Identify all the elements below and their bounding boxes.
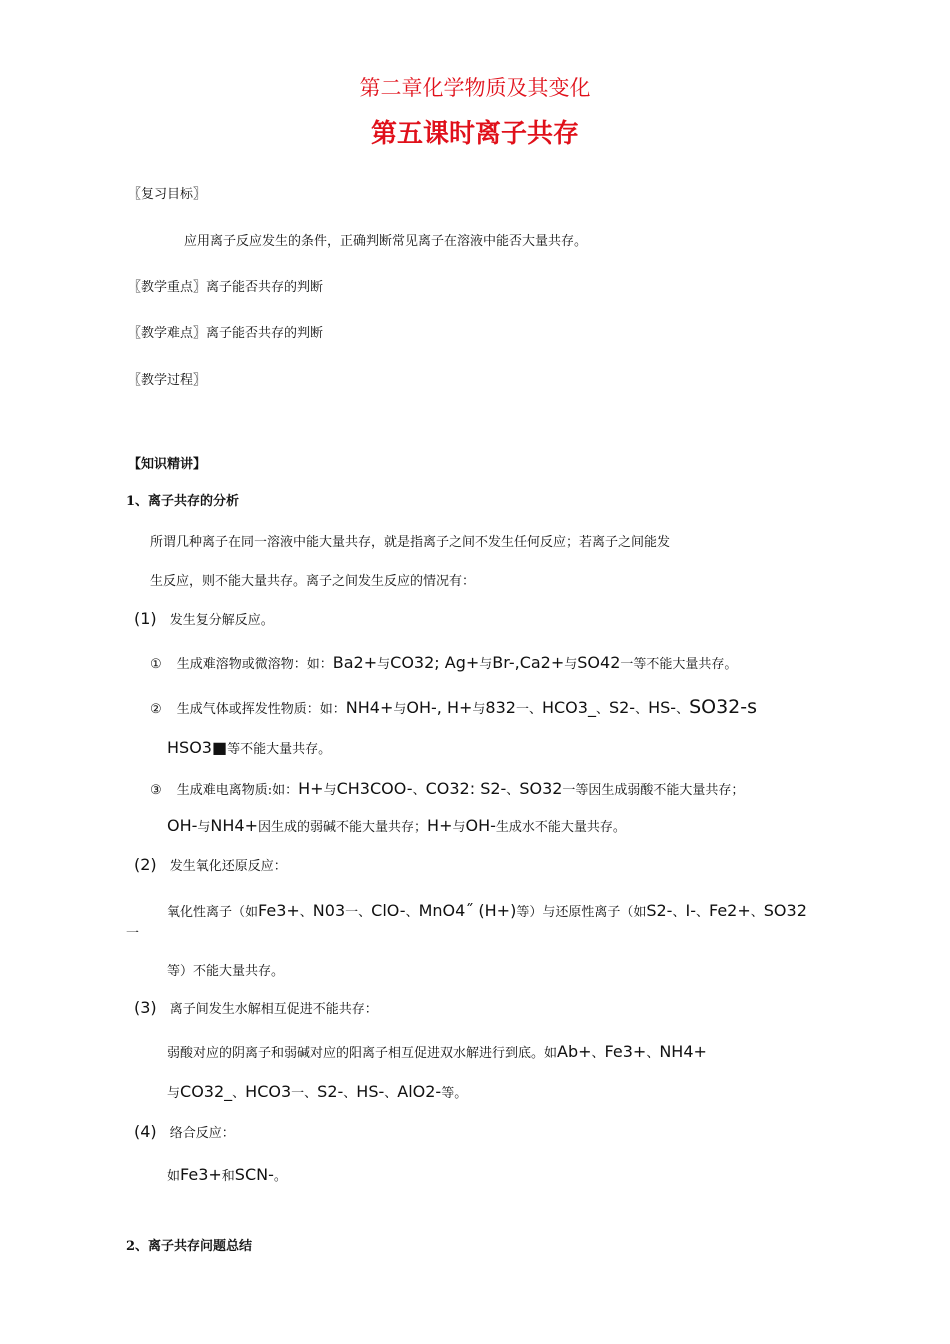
sub3-pre: 生成难电离物质:如： — [176, 783, 299, 798]
formula: Fe2+ — [708, 901, 751, 920]
item1-sub3 — [150, 779, 744, 798]
formula: H+ — [427, 816, 453, 835]
text: 、 — [506, 783, 520, 798]
text: 与 — [564, 657, 578, 672]
formula: SO42 — [577, 653, 621, 672]
text: 、 — [646, 1046, 660, 1061]
item2-line2: 等）不能大量共存。 — [167, 964, 285, 979]
text: 、 — [672, 905, 686, 920]
formula: S2- — [480, 779, 507, 798]
section2-heading: 2、离子共存问题总结 — [126, 1239, 253, 1254]
formula: Br-, — [492, 653, 520, 672]
review-label: 〖复习目标〗 — [128, 187, 207, 202]
sub1-pre: 生成难溶物或微溶物：如： — [176, 657, 333, 672]
formula: NH4+ — [210, 816, 259, 835]
item4-text: 络合反应： — [169, 1126, 235, 1141]
formula: Ca2+ — [519, 653, 565, 672]
item1-sub2 — [150, 696, 757, 718]
text: 、 — [232, 1086, 246, 1101]
item1-sub3-line2 — [167, 816, 626, 835]
formula: OH-, — [406, 698, 442, 717]
formula: (H+) — [478, 901, 517, 920]
formula: CO32; — [390, 653, 440, 672]
teaching-process: 〖教学过程〗 — [128, 373, 207, 388]
formula: SO32-s — [689, 696, 758, 718]
text: 、 — [343, 1086, 357, 1101]
formula: OH- — [465, 816, 496, 835]
text: 一、 — [345, 905, 372, 920]
text: 与 — [479, 657, 493, 672]
item2-text: 发生氧化还原反应： — [169, 859, 287, 874]
item3-number: (3) — [134, 998, 157, 1017]
text: 、 — [384, 1086, 398, 1101]
item4-number: (4) — [134, 1122, 157, 1141]
text: 如 — [167, 1169, 181, 1184]
formula: Fe3+ — [180, 1165, 222, 1184]
text: 与 — [452, 820, 466, 835]
item1-sub2-line2 — [167, 738, 331, 757]
text: 等。 — [441, 1086, 468, 1101]
formula: SO32 — [763, 901, 807, 920]
formula: S2- — [646, 901, 673, 920]
review-text: 应用离子反应发生的条件，正确判断常见离子在溶液中能否大量共存。 — [184, 234, 588, 249]
difficulty: 〖教学难点〗离子能否共存的判断 — [128, 326, 324, 341]
text: 。 — [273, 1169, 287, 1184]
formula: H+ — [446, 698, 473, 717]
formula: N03 — [312, 901, 346, 920]
formula: H+ — [298, 779, 324, 798]
text: 因生成的弱碱不能大量共存； — [258, 820, 428, 835]
text: 一等不能大量共存。 — [620, 657, 738, 672]
text: 与 — [323, 783, 337, 798]
sub2-marker: ② — [150, 702, 162, 717]
formula: I- — [685, 901, 696, 920]
sub1-marker: ① — [150, 657, 162, 672]
item4-line — [167, 1165, 287, 1184]
formula: HS- — [648, 698, 677, 717]
formula: CH3COO- — [336, 779, 413, 798]
key-point: 〖教学重点〗离子能否共存的判断 — [128, 280, 324, 295]
formula: MnO4˝ — [418, 901, 474, 920]
text: 与 — [377, 657, 391, 672]
text: 、 — [595, 702, 609, 717]
formula: HCO3 — [245, 1082, 292, 1101]
text: 、 — [676, 702, 690, 717]
text: 与 — [167, 1086, 181, 1101]
item4 — [134, 1122, 235, 1141]
formula: CO32: — [425, 779, 476, 798]
item2-wrap: 一 — [126, 926, 140, 941]
item3 — [134, 998, 378, 1017]
formula: HCO3_ — [541, 698, 596, 717]
item1-text: 发生复分解反应。 — [169, 613, 274, 628]
knowledge-label: 【知识精讲】 — [128, 457, 207, 472]
text: 与 — [472, 702, 486, 717]
text: 、 — [635, 702, 649, 717]
text: 、 — [405, 905, 419, 920]
item3-text: 离子间发生水解相互促进不能共存： — [169, 1002, 378, 1017]
formula: Fe3+ — [604, 1042, 647, 1061]
formula: Fe3+ — [258, 901, 300, 920]
text: 氧化性离子（如 — [167, 905, 259, 920]
formula: SO32 — [519, 779, 563, 798]
sub3-marker: ③ — [150, 783, 162, 798]
item1-sub1 — [150, 653, 737, 672]
formula: SCN- — [234, 1165, 274, 1184]
sub2-pre: 生成气体或挥发性物质：如： — [176, 702, 346, 717]
formula: S2- — [608, 698, 636, 717]
formula: HSO3■ — [167, 738, 228, 757]
text: 一、 — [291, 1086, 318, 1101]
text: 、 — [591, 1046, 605, 1061]
item2 — [134, 855, 287, 874]
text: 生成水不能大量共存。 — [495, 820, 626, 835]
text: 、 — [412, 783, 426, 798]
item3-line2 — [167, 1082, 467, 1101]
item2-line1 — [167, 901, 807, 920]
section1-intro-line1: 所谓几种离子在同一溶液中能大量共存，就是指离子之间不发生任何反应；若离子之间能发 — [150, 535, 671, 550]
formula: CO32_ — [180, 1082, 233, 1101]
section1-heading: 1、离子共存的分析 — [126, 494, 240, 509]
formula: 832 — [485, 698, 516, 717]
text: 等不能大量共存。 — [227, 742, 332, 757]
item1-number: (1) — [134, 609, 157, 628]
item3-line1 — [167, 1042, 707, 1061]
text: 、 — [299, 905, 313, 920]
formula: NH4+ — [659, 1042, 707, 1061]
formula: Ag+ — [444, 653, 480, 672]
formula: S2- — [317, 1082, 344, 1101]
text: 一、 — [515, 702, 542, 717]
formula: NH4+ — [345, 698, 394, 717]
formula: OH- — [167, 816, 198, 835]
text: 、 — [695, 905, 709, 920]
text: 等）与还原性离子（如 — [516, 905, 647, 920]
text: 与 — [197, 820, 211, 835]
text: 弱酸对应的阴离子和弱碱对应的阳离子相互促进双水解进行到底。如 — [167, 1046, 558, 1061]
formula: Ba2+ — [332, 653, 378, 672]
text: 、 — [750, 905, 764, 920]
formula: HS- — [356, 1082, 385, 1101]
formula: AlO2- — [397, 1082, 442, 1101]
text: 一等因生成弱酸不能大量共存； — [562, 783, 745, 798]
formula: Ab+ — [557, 1042, 592, 1061]
chapter-title: 第二章化学物质及其变化 — [359, 76, 591, 100]
text: 和 — [221, 1169, 235, 1184]
text: 与 — [393, 702, 407, 717]
lesson-title: 第五课时离子共存 — [370, 119, 579, 149]
section1-intro-line2: 生反应，则不能大量共存。离子之间发生反应的情况有： — [150, 574, 476, 589]
formula: ClO- — [371, 901, 406, 920]
item1 — [134, 609, 274, 628]
item2-number: (2) — [134, 855, 157, 874]
